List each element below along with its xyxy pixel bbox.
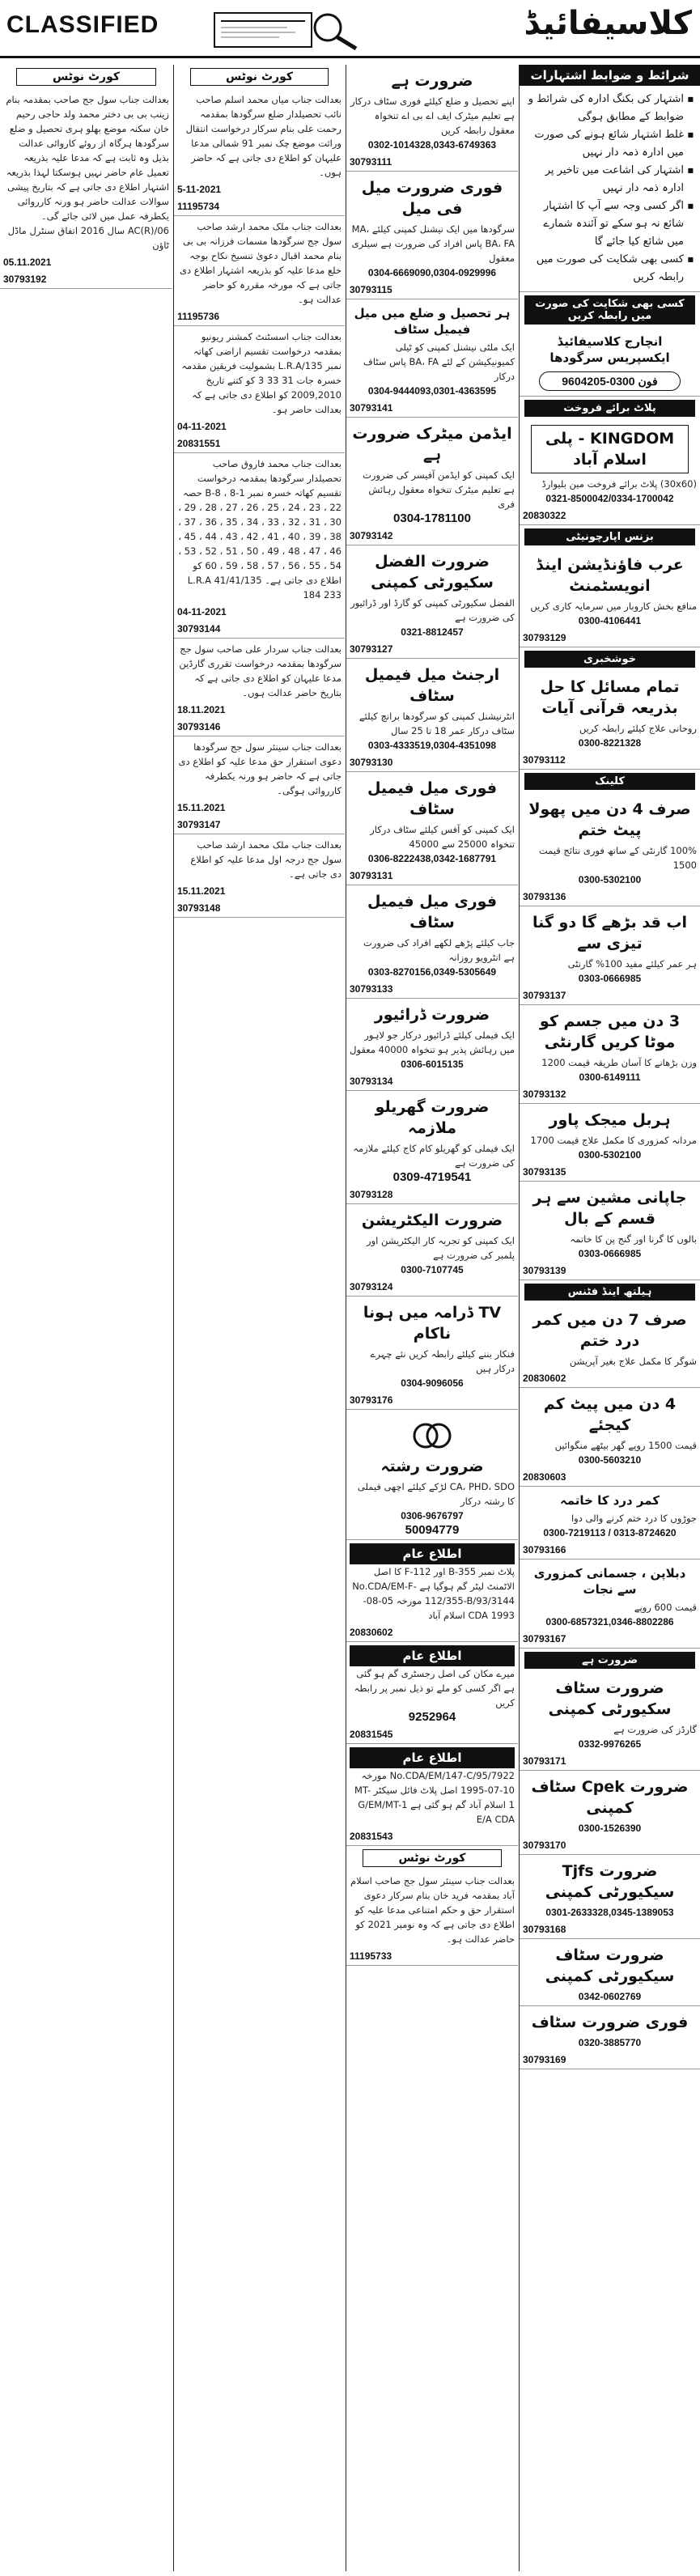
ad-body: سرگودھا میں ایک نیشنل کمپنی کیلئے MA، BA، FA پاس افراد کی ضرورت ہے سیلری معقول [351, 223, 515, 264]
notice-body: بعدالت جناب ملک محمد ارشد صاحب سول جج سرگودھا مسمات فرزانہ بی بی بنام محمد اقبال دعویٰ تنسیخ نکاح بوجہ خلع مدعا علیہ کو بذریعہ اشتہار اطلاع دی جاتی ہے کہ مورخہ مقررہ کو حاضر عدالت ہو۔ [179, 221, 342, 305]
ad-body: ایک فیملی کو گھریلو کام کاج کیلئے ملازمہ کی ضرورت ہے [353, 1143, 515, 1169]
notice-body: بعدالت جناب محمد فاروق صاحب تحصیلدار سرگودھا بمقدمہ درخواست تقسیم کھاتہ خسرہ نمبر 1-8 ، 8-B حصہ 22 ، 23 ، 24 ، 25 ، 26 ، 27 ، 28 ، 29 ، 30 ، 31 ، 32 ، 33 ، 34 ، 35 ، 36 ، 37 ، 38 ، 39 ، 40 ، 41 ، 42 ، 43 ، 44 ، 45 ، 46 ، 47 ، 48 ، 49 ، 50 ، 51 ، 52 ، 53 ، 54 ، 55 ، 56 ، 57 ، 58 ، 59 ، 60 کو اطلاع دی جاتی ہے۔ 135/L.R.A 41/41 184 233 [178, 458, 342, 601]
ad-phone: 0300-7219113 / 0313-8724620 [543, 1527, 677, 1538]
notice-ref: 30793146 [177, 721, 221, 732]
ad-phone: 0320-3885770 [578, 2037, 642, 2048]
classified-ad [346, 418, 518, 545]
classified-ad [346, 65, 518, 172]
ad-phone: 0306-9676797 [401, 1510, 464, 1521]
classified-ad [346, 885, 518, 999]
section-heading: بزنس اپارچونیٹی [524, 528, 695, 545]
terms-item: ■ کسی بھی شکایت کی صورت میں رابطہ کریں [526, 251, 694, 286]
court-notice [174, 216, 345, 326]
classified-ad [520, 1771, 700, 1855]
ad-heading: ایڈمن میٹرک ضرورت ہے [352, 425, 512, 464]
notice-body: بعدالت جناب سینئر سول جج صاحب اسلام آباد بمقدمہ فرید خان بنام سرکار دعوی استقرار حق و حکم امتناعی مدعا علیہ کو اطلاع دی جاتی ہے کہ وہ نومبر 2021 کو حاضر عدالت ہو۔ [350, 1875, 515, 1945]
ad-heading: ضرورت ہے [391, 72, 473, 90]
ad-phone: 0332-9976265 [578, 1738, 642, 1750]
ad-ref: 30793171 [523, 1755, 566, 1767]
notice-ref: 11195736 [177, 311, 220, 322]
column-2 [174, 65, 345, 2571]
rings-icon [408, 1415, 456, 1452]
classified-ad [520, 1005, 700, 1104]
classified-ad [520, 671, 700, 770]
newspaper-magnifier-icon [198, 5, 384, 53]
court-notice-heading: کورٹ نوٹس [190, 68, 329, 86]
ad-body: پلاٹ نمبر 355-B اور F-112 کا اصل الاٹمنٹ لیٹر گم ہوگیا ہے No.CDA/EM-F-112/355-B/93/3144 مورخہ 05-08-1993 CDA اسلام آباد [352, 1566, 515, 1621]
classified-ad [520, 793, 700, 906]
ad-heading: فوری میل فیمیل سٹاف [367, 893, 498, 932]
contact-label: انچارج کلاسیفائیڈ ایکسپریس سرگودھا [549, 334, 670, 365]
ad-heading: اب قد بڑھے گا دو گنا تیزی سے [532, 914, 688, 953]
classified-ad [520, 1304, 700, 1388]
ad-heading: ضرورت الیکٹریشن [361, 1212, 503, 1229]
classified-ad [346, 1296, 518, 1410]
ad-body: ایک کمپنی کو ایڈمن آفیسر کی ضرورت ہے تعلیم میٹرک تنخواہ معقول رہائش فری [363, 469, 515, 510]
ad-heading: ضرورت Tjfs سیکیورٹی کمپنی [545, 1862, 675, 1901]
notice-body: بعدالت جناب سردار علی صاحب سول جج سرگودھا بمقدمہ درخواست تقرری گارڈین مدعا علیہان کو اطلاع دی جاتی ہے کہ بتاریخ حاضر عدالت ہوں۔ [179, 643, 342, 698]
notice-ref: 30793147 [177, 819, 221, 830]
classified-ad [520, 549, 700, 647]
classified-ad [520, 1104, 700, 1182]
classified-ad [346, 1410, 518, 1540]
ad-phone: 0306-6015135 [401, 1059, 464, 1070]
ad-heading: ضرورت سٹاف سکیورٹی کمپنی [548, 1679, 672, 1718]
terms-item: ■ اشتہار کی اشاعت میں تاخیر پر ادارہ ذمہ دار نہیں [526, 162, 694, 197]
ad-ref: 30793127 [350, 643, 393, 655]
notice-date: 15.11.2021 [177, 885, 226, 897]
section-plots-heading: پلاٹ برائے فروخت [524, 400, 695, 417]
ad-ref: 20831545 [350, 1729, 393, 1740]
section-heading: ضرورت ہے [524, 1652, 695, 1669]
ad-phone: 0300-7107745 [401, 1264, 464, 1275]
section-heading: خوشخبری [524, 651, 695, 668]
notice-body: بعدالت جناب اسسٹنٹ کمشنر ریونیو بمقدمہ درخواست تقسیم اراضی کھاتہ نمبر 135/L.R.A بشمولیت فریقین مقدمہ خسرہ جات 31 33 3 کو کتنے تاریخ 2009,2010 کو اطلاع دی جاتی ہے کہ بعدالت حاضر ہو۔ [181, 331, 342, 415]
ad-heading: ہربل میجک پاور [549, 1111, 671, 1129]
ad-ref: 30793136 [523, 891, 566, 902]
notice-body: بعدالت جناب سینئر سول جج سرگودھا دعوی استقرار حق مدعا علیہ کو اطلاع دی جاتی ہے کہ حاضر ہو ورنہ یکطرفہ کارروائی ہوگی۔ [178, 741, 342, 796]
ad-heading: TV ڈرامہ میں ہونا ناکام [363, 1304, 502, 1343]
ad-heading: ضرورت گھریلو ملازمہ [375, 1098, 490, 1137]
notice-body: بعدالت جناب میاں محمد اسلم صاحب نائب تحصیلدار ضلع سرگودھا بمقدمہ رحمت علی بنام سرکار درخواست انتقال وراثت موضع چک نمبر 91 شمالی مدعا علیہان کو اطلاع دی جاتی ہے کہ حاضر ہوں۔ [185, 94, 342, 178]
notice-ref: 30793192 [3, 274, 47, 285]
ad-phone: 9252964 [408, 1710, 456, 1724]
ad-phone: 0302-1014328,0343-6749363 [367, 139, 497, 151]
ad-heading: صرف 4 دن میں پھولا پیٹ ختم [528, 800, 691, 839]
classified-ad [346, 299, 518, 418]
ad-heading: فوری میل فیمیل سٹاف [367, 779, 498, 818]
notice-date: 5-11-2021 [177, 184, 222, 195]
classified-ad [520, 2006, 700, 2069]
ad-phone: 0300-4106441 [578, 615, 642, 626]
notice-ref: 11195733 [350, 1950, 392, 1962]
notice-date: 18.11.2021 [177, 704, 226, 715]
court-notice-heading: کورٹ نوٹس [16, 68, 156, 86]
ad-ref: 30793169 [523, 2054, 566, 2065]
ad-ref: 30793167 [523, 1633, 566, 1644]
ad-ref: 30793128 [350, 1189, 393, 1200]
ad-ref: 20830322 [523, 510, 566, 521]
classified-ad [520, 1560, 700, 1649]
court-notice [0, 89, 172, 289]
ad-heading: فوری ضرورت سٹاف [531, 2014, 689, 2031]
ad-phone: 0303-8270156,0349-5305649 [367, 966, 497, 978]
ad-ref: 30793133 [350, 983, 393, 995]
ad-phone: 0300-5603210 [578, 1454, 642, 1466]
ad-phone: 0342-0602769 [578, 1991, 642, 2002]
column-4 [520, 65, 700, 2571]
ad-ref: 30793129 [523, 632, 566, 643]
classified-ad [520, 1855, 700, 1939]
ad-ref: 30793124 [350, 1281, 393, 1292]
ad-phone: 0321-8500042/0334-1700042 [545, 493, 674, 504]
ad-ref: 30793134 [350, 1076, 393, 1087]
ad-body: اپنے تحصیل و ضلع کیلئے فوری سٹاف درکار ہے تعلیم میٹرک ایف اے بی اے تنخواہ معقول رابطہ کریں [350, 95, 515, 136]
ad-phone: 0303-0666985 [578, 1248, 642, 1259]
masthead [0, 0, 700, 58]
ad-heading: دبلاپن ، جسمانی کمزوری سے نجات [533, 1566, 686, 1597]
ad-body: ایک فیملی کیلئے ڈرائیور درکار جو لاہور میں رہائش پذیر ہو تنخواہ 40000 معقول [350, 1029, 515, 1055]
classified-ad [346, 172, 518, 299]
notice-date: 04-11-2021 [177, 606, 227, 617]
classified-ad [520, 906, 700, 1005]
classified-ad [346, 1642, 518, 1744]
contact-phone: فون 0300-9604205 [539, 371, 681, 391]
ad-heading: ضرورت رشتہ [380, 1458, 484, 1475]
ad-phone: 0304-9096056 [401, 1377, 464, 1389]
classified-ad [346, 1540, 518, 1642]
ad-heading: فوری ضرورت میل فی میل [361, 179, 503, 218]
ad-heading: 3 دن میں جسم کو موٹا کریں گارنٹی [539, 1012, 681, 1051]
ad-phone-extra: 50094779 [405, 1523, 460, 1537]
ad-phone: 0306-8222438,0342-1687791 [367, 853, 497, 864]
ad-heading: ضرورت Cpek سٹاف کمپنی [531, 1778, 689, 1817]
ad-body: قیمت 1500 روپے گھر بیٹھے منگوائیں [554, 1440, 697, 1451]
notice-date: 04-11-2021 [177, 421, 227, 432]
ad-heading: صرف 7 دن میں کمر درد ختم [532, 1311, 687, 1350]
notice-body: بعدالت جناب سول جج صاحب بمقدمہ بنام زینب بی بی دختر محمد ولد حاجی رحیم خان سکنہ موضع بھلو ہری تحصیل و ضلع سرگودھا ہرگاہ از روئے کاروائی عدالت بذیل وہ ثابت ہے کہ مدعا علیہ بذریعہ تعمیل عام حاضر نہیں ہوسکتا لہذا بذریعہ اشتہار اطلاع دی جاتی ہے کہ بتاریخ پیشی سوالات عدالت حاضر ہو ورنہ کارروائی یکطرفہ عمل میں لائی جائے گی۔ 06/AC(R) سال 2016 اتفاق سنٹرل ماڈل ٹاؤن [6, 94, 169, 251]
ad-body: (30x60) پلاٹ برائے فروخت مین بلیوارڈ [541, 478, 697, 490]
court-notice-heading: کورٹ نوٹس [363, 1849, 502, 1867]
ad-heading: اطلاع عام [350, 1543, 515, 1564]
ad-ref: 30793176 [350, 1394, 393, 1406]
ad-heading: تمام مسائل کا حل بذریعہ قرآنی آیات [540, 678, 680, 717]
ad-phone: 0304-9444093,0301-4363595 [367, 385, 497, 397]
notice-date: 05.11.2021 [3, 257, 52, 268]
court-notice [174, 453, 345, 639]
ad-body: ایک کمپنی کو تجربہ کار الیکٹریشن اور پلمبر کی ضرورت ہے [367, 1235, 515, 1261]
ad-heading: KINGDOM - پلی اسلام آباد [531, 425, 689, 473]
ad-body: منافع بخش کاروبار میں سرمایہ کاری کریں [530, 601, 697, 612]
ad-body: میرے مکان کی اصل رجسٹری گم ہو گئی ہے اگر کسی کو ملے تو ذیل نمبر پر رابطہ کریں [354, 1668, 515, 1708]
notice-body: بعدالت جناب ملک محمد ارشد صاحب سول جج درجہ اول مدعا علیہ کو اطلاع دی جاتی ہے۔ [190, 839, 342, 880]
ad-phone: 0303-0666985 [578, 973, 642, 984]
court-notice [174, 834, 345, 918]
ad-ref: 30793139 [523, 1265, 566, 1276]
ad-ref: 30793166 [523, 1544, 566, 1555]
ad-heading: جاپانی مشین سے ہر قسم کے بال [532, 1189, 687, 1228]
ad-heading: ضرورت ڈرائیور [374, 1006, 490, 1024]
ad-ref: 30793168 [523, 1924, 566, 1935]
column-1 [0, 65, 172, 2571]
ad-phone: 0300-5302100 [578, 1149, 642, 1161]
classified-ad [346, 1744, 518, 1846]
ad-ref: 30793115 [350, 284, 392, 295]
ad-ref: 30793141 [350, 402, 393, 414]
ad-ref: 30793131 [350, 870, 393, 881]
ad-body: جوڑوں کا درد ختم کرنے والی دوا [571, 1513, 697, 1524]
ad-ref: 30793112 [523, 754, 566, 766]
ad-body: گارڈز کی ضرورت ہے [613, 1724, 697, 1735]
contact-box [520, 328, 700, 397]
ad-body: فنکار بننے کیلئے رابطہ کریں نئے چہرے درکار ہیں [370, 1348, 515, 1374]
classified-ad [346, 1091, 518, 1204]
ad-phone: 0321-8812457 [401, 626, 464, 638]
terms-heading: شرائط و ضوابط اشتہارات [520, 65, 700, 86]
masthead-title-ur: کلاسیفائیڈ [524, 5, 692, 42]
ad-body: بالوں کا گرنا اور گنج پن کا خاتمہ [570, 1233, 697, 1245]
court-notice [174, 326, 345, 453]
notice-date: 15.11.2021 [177, 802, 226, 813]
ad-body: وزن بڑھانے کا آسان طریقہ قیمت 1200 [541, 1057, 697, 1068]
ad-ref: 30793142 [350, 530, 393, 541]
ad-heading: ضرورت الفضل سکیورٹی کمپنی [371, 553, 494, 592]
ad-ref: 30793132 [523, 1089, 566, 1100]
ad-phone: 0304-6669090,0304-0929996 [367, 267, 497, 278]
classified-ad [346, 659, 518, 772]
ad-heading: کمر درد کا خاتمہ [559, 1493, 660, 1508]
masthead-title-en: CLASSIFIED [6, 11, 159, 38]
notice-ref: 30793144 [177, 623, 221, 634]
ad-body: الفضل سکیورٹی کمپنی کو گارڈ اور ڈرائیور کی ضرورت ہے [350, 597, 515, 623]
classified-ad [520, 1672, 700, 1771]
classified-ad [346, 999, 518, 1091]
ad-phone: 0300-1526390 [578, 1823, 642, 1834]
classified-ad [520, 1388, 700, 1487]
ad-body: روحانی علاج کیلئے رابطہ کریں [579, 723, 697, 734]
contact-banner: کسی بھی شکایت کی صورت میں رابطہ کریں [524, 295, 695, 325]
classified-ad [346, 545, 518, 659]
ad-body: مردانہ کمزوری کا مکمل علاج قیمت 1700 [530, 1135, 697, 1146]
ad-phone: 0300-5302100 [578, 874, 642, 885]
ad-body: شوگر کا مکمل علاج بغیر آپریشن [569, 1356, 697, 1367]
court-notice [346, 1870, 518, 1966]
ad-phone: 0300-6857321,0346-8802286 [545, 1616, 674, 1628]
classified-ad [520, 1939, 700, 2006]
ad-phone: 0300-6149111 [579, 1072, 641, 1083]
ad-phone: 0300-8221328 [578, 737, 642, 749]
notice-ref: 11195734 [177, 201, 220, 212]
ad-body: ہر عمر کیلئے مفید 100% گارنٹی [567, 958, 697, 970]
terms-item: ■ اگر کسی وجہ سے آپ کا اشتہار شائع نہ ہو سکے تو آئندہ شمارے میں شائع کیا جائے گا [526, 197, 694, 251]
classified-ad [346, 1204, 518, 1296]
ad-heading: ارجنٹ میل فیمیل سٹاف [364, 666, 500, 705]
ad-heading: عرب فاؤنڈیشن اینڈ انویسٹمنٹ [536, 556, 684, 595]
ad-ref: 20831543 [350, 1831, 393, 1842]
court-notice [174, 89, 345, 216]
terms-list [520, 86, 700, 292]
classified-ad [520, 1487, 700, 1560]
classified-ad [346, 772, 518, 885]
ad-ref: 20830603 [523, 1471, 566, 1483]
ad-body: ایک کمپنی کو آفس کیلئے سٹاف درکار تنخواہ 25000 سے 45000 [370, 824, 515, 850]
ad-body: انٹرنیشنل کمپنی کو سرگودھا برانچ کیلئے سٹاف درکار عمر 18 تا 25 سال [358, 711, 515, 736]
ad-heading: ضرورت سٹاف سیکیورٹی کمپنی [545, 1946, 675, 1985]
ad-ref: 20830602 [350, 1627, 393, 1638]
ad-heading: ہر تحصیل و ضلع میں میل فیمیل سٹاف [354, 306, 511, 337]
court-notice [174, 639, 345, 736]
ad-phone: 0304-1781100 [393, 511, 471, 525]
terms-item: ■ غلط اشتہار شائع ہونے کی صورت میں ادارہ ذمہ دار نہیں [526, 126, 694, 162]
terms-item: ■ اشتہار کی بکنگ ادارہ کی شرائط و ضوابط کے مطابق ہوگی [526, 91, 694, 126]
ad-body: 100% گارنٹی کے ساتھ فوری نتائج قیمت 1500 [538, 845, 697, 871]
ad-phone: 0303-4333519,0304-4351098 [367, 740, 497, 751]
ad-heading: 4 دن میں پیٹ کم کیجئے [543, 1395, 677, 1434]
ad-ref: 30793170 [523, 1840, 566, 1851]
ad-body: قیمت 600 روپے [634, 1602, 697, 1613]
ad-ref: 30793111 [350, 156, 392, 168]
ad-body: جاب کیلئے پڑھے لکھے افراد کی ضرورت ہے انٹرویو روزانہ [363, 937, 515, 963]
column-3 [346, 65, 518, 2571]
ad-ref: 30793135 [523, 1166, 566, 1178]
ad-ref: 20830602 [523, 1373, 566, 1384]
ad-body: No.CDA/EM/147-C/95/7922 مورخہ 10-07-1995 اصل پلاٹ فائل سیکٹر MT-1 اسلام آباد گم ہو گئی ہے G/EM/MT-1 E/A CDA [354, 1770, 515, 1825]
ad-body: ایک ملٹی نیشنل کمپنی کو ٹیلی کمیونیکیشن کے لئے BA، FA پاس سٹاف درکار [363, 342, 515, 382]
ad-heading: اطلاع عام [350, 1645, 515, 1666]
notice-ref: 30793148 [177, 902, 221, 914]
ad-body: CA، PHD، SDO لڑکے کیلئے اچھی فیملی کا رشتہ درکار [357, 1481, 515, 1507]
ad-ref: 30793130 [350, 757, 393, 768]
court-notice [174, 736, 345, 834]
classified-ad [520, 1182, 700, 1280]
section-heading: کلینک [524, 773, 695, 790]
section-heading: ہیلتھ اینڈ فٹنس [524, 1284, 695, 1301]
ad-phone: 0301-2633328,0345-1389053 [545, 1907, 674, 1918]
classified-ad [520, 420, 700, 525]
ad-heading: اطلاع عام [350, 1747, 515, 1768]
ad-ref: 30793137 [523, 990, 566, 1001]
ad-phone: 0309-4719541 [392, 1170, 472, 1184]
notice-ref: 20831551 [177, 438, 221, 449]
